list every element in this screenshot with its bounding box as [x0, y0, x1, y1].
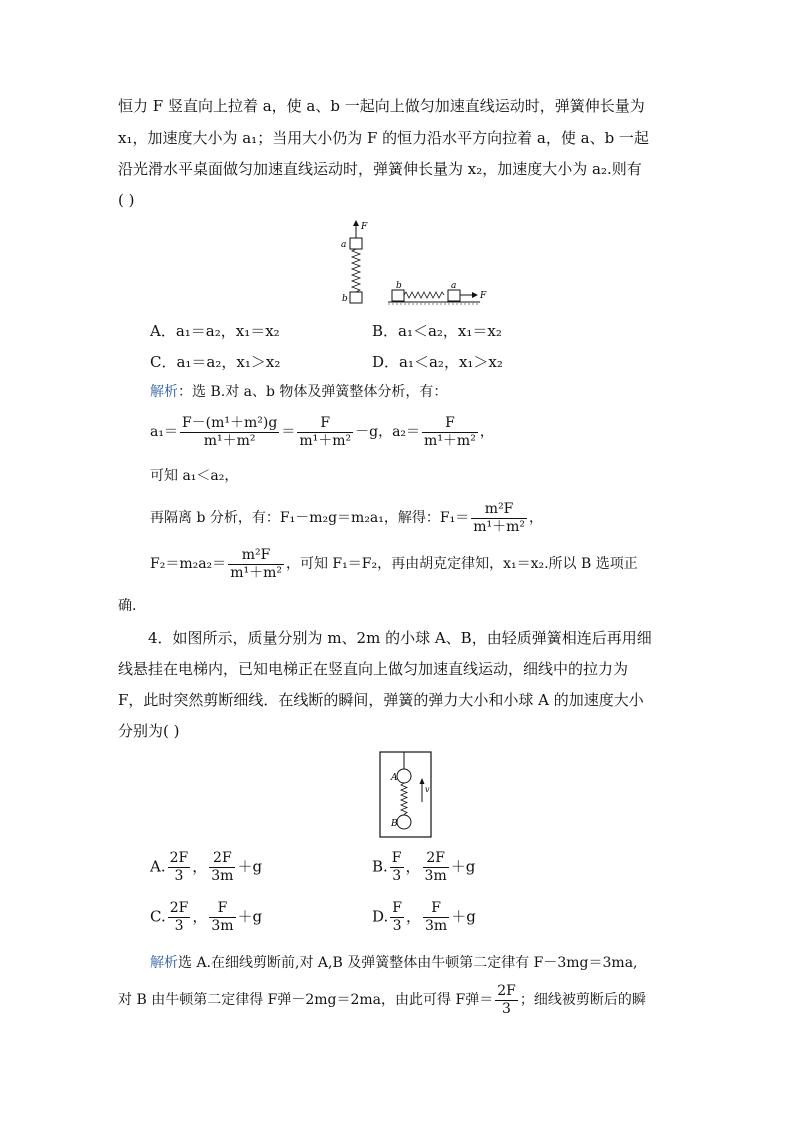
q4-label-B: B	[391, 819, 398, 829]
q3-stem-line-4: ( )	[118, 191, 135, 209]
q4-b-f2d: 3m	[424, 868, 447, 884]
q4-a-f1n: 2F	[169, 850, 189, 866]
eq1-f2-den: m¹＋m²	[299, 432, 352, 449]
eq2-text: 再隔离 b 分析，有：F₁－m₂g＝m₂a₁，解得：F₁＝	[150, 510, 470, 526]
q3-analysis-first: ：选 B.对 a、b 物体及弹簧整体分析，有：	[178, 384, 448, 400]
q4-stem-line-1: 4．如图所示，质量分别为 m、2m 的小球 A、B，由轻质弹簧相连后再用细	[148, 629, 652, 647]
eq3-fraction	[228, 547, 284, 582]
q4-a-sep: ，	[192, 857, 208, 876]
q3-equation-3-tail: 确.	[118, 598, 137, 614]
eq1-f2-num: F	[297, 415, 353, 433]
q4-c-f1d: 3	[174, 918, 184, 934]
q3-stem-line-3: 沿光滑水平桌面做匀加速直线运动时，弹簧伸长量为 x₂，加速度大小为 a₂.则有	[118, 160, 642, 178]
q4-a-frac-1	[168, 850, 191, 885]
q4-b-frac-2	[423, 850, 449, 885]
q4-label-A: A	[391, 773, 398, 783]
q4-c-f2n: F	[209, 900, 235, 918]
q3-equation-1	[150, 414, 494, 450]
q4-c-f1n: 2F	[169, 900, 189, 916]
q4-option-b[interactable]	[372, 850, 475, 885]
eq1-f3-num: F	[422, 415, 478, 433]
eq1-after: －g，a₂＝	[355, 424, 421, 440]
q3-stem-line-2: x₁，加速度大小为 a₁；当用大小仍为 F 的恒力沿水平方向拉着 a，使 a、b 一起	[118, 129, 649, 147]
eq1-end: ，	[479, 424, 494, 440]
eq3-num: m²F	[228, 547, 284, 565]
q4-b-f1d: 3	[392, 868, 402, 884]
q4-d-f1d: 3	[392, 918, 402, 934]
eq3-den: m¹＋m²	[230, 564, 282, 581]
eq1-fraction-3	[422, 415, 478, 450]
q4-analysis-label: 解析	[150, 955, 178, 971]
q4-d-frac-1	[390, 900, 404, 935]
q4-option-a[interactable]	[150, 850, 262, 885]
q4-b-tail: ＋g	[450, 857, 476, 876]
q4-d-letter: D.	[372, 907, 389, 926]
q3-stem-line-1: 恒力 F 竖直向上拉着 a，使 a、b 一起向上做匀加速直线运动时，弹簧伸长量为	[118, 97, 645, 115]
q4-c-frac-2	[209, 900, 235, 935]
q4-d-f2n: F	[423, 900, 449, 918]
q4-stem-line-3: F，此时突然剪断细线．在线断的瞬间，弹簧的弹力大小和小球 A 的加速度大小	[118, 691, 644, 709]
q4-d-tail: ＋g	[451, 907, 476, 926]
q4-b-f1n: F	[391, 850, 402, 866]
q3-conclusion-1: 可知 a₁＜a₂，	[150, 468, 239, 484]
q3-label-a-right: a	[451, 281, 457, 291]
q4-analysis-line-2	[118, 982, 646, 1018]
q4-c-f2d: 3m	[211, 918, 234, 934]
q4-label-v: v	[425, 785, 430, 794]
q3-label-a-top: a	[341, 240, 347, 250]
q3-equation-3	[150, 546, 638, 582]
q3-spring-figure	[330, 218, 500, 310]
q4-d-frac-2	[423, 900, 449, 935]
eq3-rest: ，可知 F₁＝F₂，再由胡克定律知，x₁＝x₂.所以 B 选项正	[285, 556, 638, 572]
q3-analysis-intro	[150, 382, 447, 402]
q3-label-b-right: b	[396, 281, 402, 291]
eq1-mid: ＝	[281, 424, 296, 440]
q4-a-f2n: 2F	[209, 850, 235, 868]
q4-a-f2d: 3m	[211, 868, 234, 884]
q3-option-d[interactable]: D．a₁＜a₂，x₁＞x₂	[372, 353, 503, 371]
q4-analysis-text-1: 选 A.在细线剪断前,对 A,B 及弹簧整体由牛顿第二定律有 F－3mg＝3ma,	[178, 955, 638, 971]
q4-stem-line-2: 线悬挂在电梯内，已知电梯正在竖直向上做匀加速直线运动，细线中的拉力为	[118, 660, 629, 678]
q4-d-f1n: F	[392, 900, 402, 916]
q4-a-frac-2	[209, 850, 235, 885]
q4-c-letter: C.	[150, 907, 166, 926]
q4-d-f2d: 3m	[425, 918, 448, 934]
eq1-fraction-1	[180, 415, 279, 450]
q4-option-d[interactable]	[372, 900, 476, 935]
q4-c-sep: ，	[192, 907, 208, 926]
eq2-num: m²F	[471, 501, 527, 519]
q4-c-tail: ＋g	[237, 907, 263, 926]
q4-analysis-line-1	[150, 953, 638, 973]
q3-label-b-top: b	[342, 294, 348, 304]
q4-elevator-figure	[378, 750, 434, 840]
q4-analysis-fraction	[495, 983, 518, 1018]
q3-analysis-label: 解析	[150, 384, 178, 400]
q4-analysis-rest: ；细线被剪断后的瞬	[519, 992, 646, 1008]
eq2-fraction	[471, 501, 527, 536]
eq3-lhs: F₂＝m₂a₂＝	[150, 556, 227, 572]
q4-a-letter: A.	[150, 857, 166, 876]
q3-label-F-right: F	[480, 291, 487, 301]
q4-c-frac-1	[168, 900, 191, 935]
q3-option-a[interactable]: A．a₁＝a₂，x₁＝x₂	[150, 322, 280, 340]
eq2-end: ，	[529, 510, 543, 526]
q3-equation-2	[150, 500, 543, 536]
q3-option-c[interactable]: C．a₁＝a₂，x₁＞x₂	[150, 353, 281, 371]
q4-option-c[interactable]	[150, 900, 262, 935]
q4-a-f1d: 3	[174, 868, 184, 884]
q3-label-F-top: F	[361, 222, 368, 232]
q4-b-frac-1	[390, 850, 404, 885]
eq2-den: m¹＋m²	[473, 518, 525, 535]
eq1-lhs: a₁＝	[150, 424, 178, 440]
q4-a-tail: ＋g	[237, 857, 263, 876]
eq1-fraction-2	[297, 415, 353, 450]
eq1-f3-den: m¹＋m²	[424, 432, 476, 449]
q4-analysis-num: 2F	[497, 982, 516, 999]
q4-b-letter: B.	[372, 857, 388, 876]
q4-b-f2n: 2F	[423, 850, 449, 868]
q4-b-sep: ，	[405, 857, 421, 876]
q4-analysis-den: 3	[502, 1000, 511, 1017]
eq1-f1-num: F－(m¹＋m²)g	[181, 414, 278, 431]
q3-option-b[interactable]: B．a₁＜a₂，x₁＝x₂	[372, 322, 502, 340]
q4-stem-line-4: 分别为( )	[118, 722, 180, 740]
eq1-f1-den: m¹＋m²	[203, 432, 256, 449]
q4-analysis-text-2: 对 B 由牛顿第二定律得 F弹－2mg＝2ma，由此可得 F弹＝	[118, 992, 494, 1008]
q4-d-sep: ，	[405, 907, 421, 926]
